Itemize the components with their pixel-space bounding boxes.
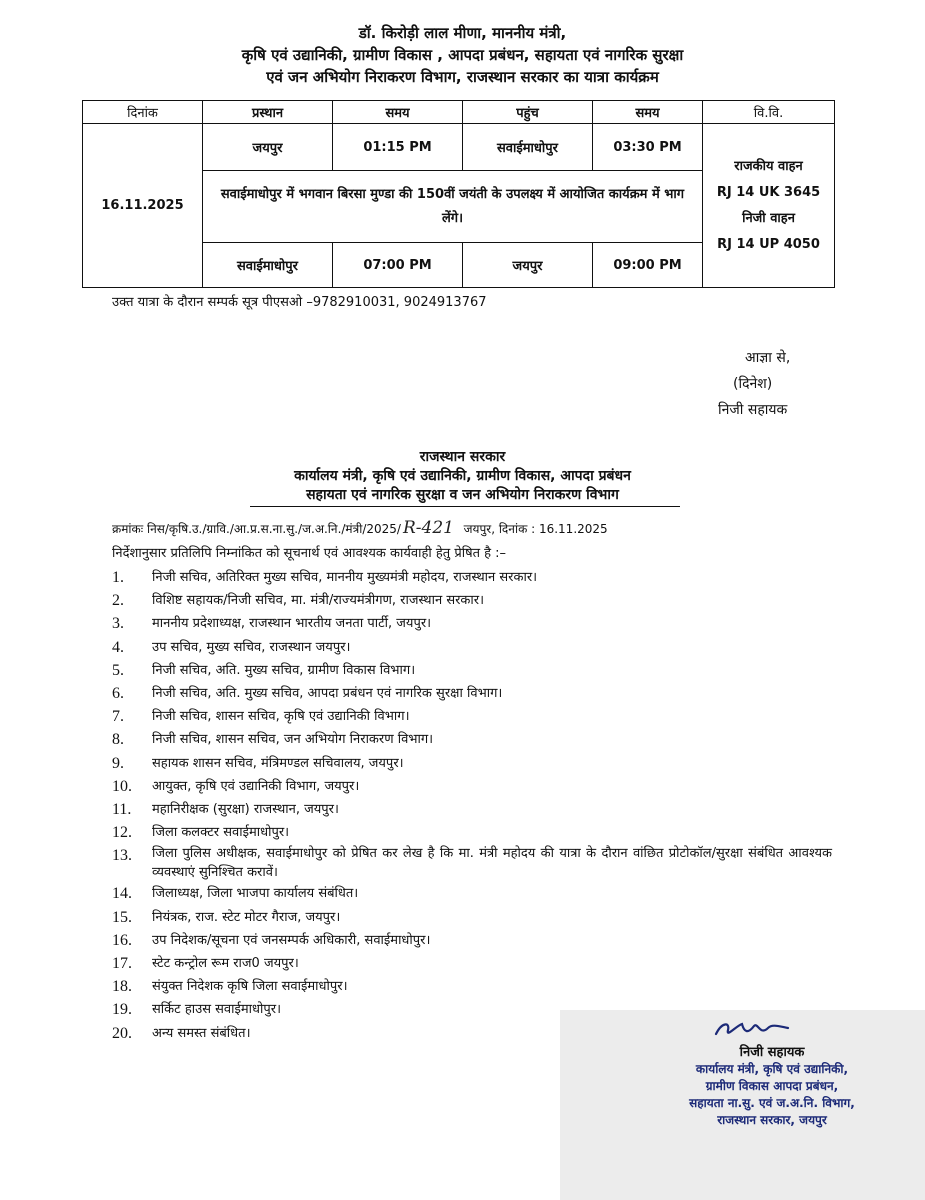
distribution-list bbox=[112, 566, 832, 1045]
distribution-item-text: निजी सचिव, अतिरिक्त मुख्य सचिव, माननीय मुख्यमंत्री महोदय, राजस्थान सरकार। bbox=[152, 570, 538, 585]
distribution-item-number: 17. bbox=[112, 955, 132, 973]
header-departments-line: कृषि एवं उद्यानिकी, ग्रामीण विकास , आपदा प्रबंधन, सहायता एवं नागरिक सुरक्षा bbox=[241, 46, 684, 64]
distribution-item-text: निजी सचिव, शासन सचिव, कृषि एवं उद्यानिकी विभाग। bbox=[152, 709, 410, 725]
schedule-header-row bbox=[83, 101, 835, 124]
private-vehicle-label: निजी वाहन bbox=[742, 210, 795, 226]
distribution-item-number: 8. bbox=[112, 731, 124, 749]
distribution-item bbox=[112, 612, 832, 635]
row2-departure-time: 07:00 PM bbox=[333, 243, 463, 288]
distribution-item-number: 6. bbox=[112, 685, 124, 703]
event-description: सवाईमाधोपुर में भगवान बिरसा मुण्डा की 150वीं जयंती के उपलक्ष्य में आयोजित कार्यक्रम में भाग लेंगे। bbox=[203, 171, 703, 243]
distribution-item-number: 11. bbox=[112, 801, 132, 819]
stamp-line-2: ग्रामीण विकास आपदा प्रबंधन, bbox=[705, 1079, 839, 1093]
contact-line: उक्त यात्रा के दौरान सम्पर्क सूत्र पीएसओ –9782910031, 9024913767 bbox=[112, 295, 487, 310]
distribution-item-number: 2. bbox=[112, 592, 124, 610]
distribution-item-number: 19. bbox=[112, 1001, 132, 1019]
office-line-2: कार्यालय मंत्री, कृषि एवं उद्यानिकी, ग्रामीण विकास, आपदा प्रबंधन bbox=[294, 468, 631, 484]
instruction-line: निर्देशानुसार प्रतिलिपि निम्नांकित को सूचनार्थ एवं आवश्यक कार्यवाही हेतु प्रेषित है :– bbox=[112, 546, 507, 561]
col-time-header: समय bbox=[333, 101, 463, 124]
distribution-item bbox=[112, 798, 832, 821]
distribution-item-number: 15. bbox=[112, 908, 132, 926]
office-line-1: राजस्थान सरकार bbox=[419, 449, 506, 465]
distribution-item-text: निजी सचिव, अति. मुख्य सचिव, आपदा प्रबंधन एवं नागरिक सुरक्षा विभाग। bbox=[152, 686, 503, 702]
distribution-item-text: अन्य समस्त संबंधित। bbox=[152, 1025, 251, 1041]
distribution-item bbox=[112, 906, 832, 929]
col-date-header: दिनांक bbox=[83, 101, 203, 124]
distribution-item-text: निजी सचिव, अति. मुख्य सचिव, ग्रामीण विकास विभाग। bbox=[152, 662, 416, 678]
reference-line bbox=[112, 518, 608, 538]
vehicle-cell bbox=[703, 124, 835, 288]
govt-vehicle-label: राजकीय वाहन bbox=[734, 158, 803, 174]
distribution-item-number: 4. bbox=[112, 638, 124, 656]
distribution-item bbox=[112, 682, 832, 705]
col-departure-header: प्रस्थान bbox=[203, 101, 333, 124]
letterhead-divider bbox=[250, 506, 680, 507]
distribution-item-text: स्टेट कन्ट्रोल रूम राज0 जयपुर। bbox=[152, 956, 299, 972]
distribution-item-text: सहायक शासन सचिव, मंत्रिमण्डल सचिवालय, जयपुर। bbox=[152, 755, 404, 771]
distribution-item bbox=[112, 975, 832, 998]
col-time2-header: समय bbox=[593, 101, 703, 124]
distribution-item-text: महानिरीक्षक (सुरक्षा) राजस्थान, जयपुर। bbox=[152, 802, 339, 818]
office-letterhead bbox=[0, 448, 925, 505]
distribution-item-text: संयुक्त निदेशक कृषि जिला सवाईमाधोपुर। bbox=[152, 979, 348, 995]
distribution-item bbox=[112, 882, 832, 905]
private-vehicle-number: RJ 14 UP 4050 bbox=[717, 236, 820, 252]
signoff-block bbox=[715, 345, 790, 423]
distribution-item-text: जिला कलक्टर सवाईमाधोपुर। bbox=[152, 825, 290, 841]
distribution-item bbox=[112, 775, 832, 798]
distribution-item bbox=[112, 728, 832, 751]
distribution-item-text: उप सचिव, मुख्य सचिव, राजस्थान जयपुर। bbox=[152, 639, 351, 655]
by-order-text: आज्ञा से, bbox=[745, 350, 791, 366]
distribution-item-number: 18. bbox=[112, 978, 132, 996]
distribution-item-number: 16. bbox=[112, 931, 132, 949]
travel-schedule-table bbox=[82, 100, 835, 288]
reference-date: जयपुर, दिनांक : 16.11.2025 bbox=[463, 522, 608, 536]
row1-from: जयपुर bbox=[203, 124, 333, 171]
stamp-line-1: कार्यालय मंत्री, कृषि एवं उद्यानिकी, bbox=[695, 1062, 849, 1076]
distribution-item-number: 13. bbox=[112, 847, 132, 865]
distribution-item-text: विशिष्ट सहायक/निजी सचिव, मा. मंत्री/राज्यमंत्रीगण, राजस्थान सरकार। bbox=[152, 593, 485, 609]
header-program-line: एवं जन अभियोग निराकरण विभाग, राजस्थान सरकार का यात्रा कार्यक्रम bbox=[266, 68, 659, 86]
reference-prefix: क्रमांकः निस/कृषि.उ./ग्रावि./आ.प्र.स.ना.सु./ज.अ.नि./मंत्री/2025/ bbox=[112, 522, 401, 536]
govt-vehicle-number: RJ 14 UK 3645 bbox=[716, 184, 821, 200]
distribution-item bbox=[112, 636, 832, 659]
distribution-item-number: 14. bbox=[112, 885, 132, 903]
stamp-title: निजी सहायक bbox=[739, 1045, 805, 1060]
distribution-item-text: जिलाध्यक्ष, जिला भाजपा कार्यालय संबंधित। bbox=[152, 886, 359, 902]
distribution-item bbox=[112, 659, 832, 682]
distribution-item bbox=[112, 952, 832, 975]
distribution-item-number: 1. bbox=[112, 569, 124, 586]
row1-departure-time: 01:15 PM bbox=[333, 124, 463, 171]
distribution-item-text: जिला पुलिस अधीक्षक, सवाईमाधोपुर को प्रेषित कर लेख है कि मा. मंत्री महोदय की यात्रा के दौरान वांछित प्रोटोकॉल/सुरक्षा संबंधित आवश्यक व्यवस्थाएं सुनिश्चित करावें। bbox=[152, 846, 832, 881]
header-minister-line: डॉ. किरोड़ी लाल मीणा, माननीय मंत्री, bbox=[358, 24, 567, 42]
distribution-item-text: माननीय प्रदेशाध्यक्ष, राजस्थान भारतीय जनता पार्टी, जयपुर। bbox=[152, 616, 432, 632]
signature-squiggle-icon bbox=[712, 1018, 792, 1044]
distribution-item-text: सर्किट हाउस सवाईमाधोपुर। bbox=[152, 1002, 282, 1018]
col-arrival-header: पहुंच bbox=[463, 101, 593, 124]
distribution-item-number: 20. bbox=[112, 1024, 132, 1042]
distribution-item bbox=[112, 589, 832, 612]
stamp-line-3: सहायता ना.सु. एवं ज.अ.नि. विभाग, bbox=[689, 1096, 855, 1110]
distribution-item-number: 7. bbox=[112, 708, 124, 726]
signatory-designation: निजी सहायक bbox=[718, 402, 788, 418]
official-stamp bbox=[652, 1044, 892, 1129]
office-line-3: सहायता एवं नागरिक सुरक्षा व जन अभियोग निराकरण विभाग bbox=[306, 487, 619, 503]
distribution-item-number: 12. bbox=[112, 824, 132, 842]
document-header bbox=[0, 22, 925, 88]
distribution-item-number: 9. bbox=[112, 754, 124, 772]
distribution-item-number: 10. bbox=[112, 777, 132, 795]
distribution-item bbox=[112, 566, 832, 589]
distribution-item bbox=[112, 844, 832, 882]
signatory-name: (दिनेश) bbox=[733, 376, 773, 392]
col-remarks-header: वि.वि. bbox=[703, 101, 835, 124]
distribution-item-number: 5. bbox=[112, 661, 124, 679]
schedule-row-1 bbox=[83, 124, 835, 171]
distribution-item bbox=[112, 752, 832, 775]
row2-to: जयपुर bbox=[463, 243, 593, 288]
row1-to: सवाईमाधोपुर bbox=[463, 124, 593, 171]
distribution-item-number: 3. bbox=[112, 615, 124, 633]
distribution-item-text: निजी सचिव, शासन सचिव, जन अभियोग निराकरण विभाग। bbox=[152, 732, 434, 748]
row1-arrival-time: 03:30 PM bbox=[593, 124, 703, 171]
distribution-item-text: आयुक्त, कृषि एवं उद्यानिकी विभाग, जयपुर। bbox=[152, 778, 360, 794]
distribution-item bbox=[112, 821, 832, 844]
distribution-item bbox=[112, 705, 832, 728]
row2-from: सवाईमाधोपुर bbox=[203, 243, 333, 288]
distribution-item-text: उप निदेशक/सूचना एवं जनसम्पर्क अधिकारी, सवाईमाधोपुर। bbox=[152, 932, 431, 948]
schedule-date: 16.11.2025 bbox=[83, 124, 203, 288]
distribution-item bbox=[112, 929, 832, 952]
handwritten-reference-number: R-421 bbox=[402, 518, 454, 538]
row2-arrival-time: 09:00 PM bbox=[593, 243, 703, 288]
stamp-line-4: राजस्थान सरकार, जयपुर bbox=[717, 1113, 827, 1127]
distribution-item-text: नियंत्रक, राज. स्टेट मोटर गैराज, जयपुर। bbox=[152, 909, 341, 925]
